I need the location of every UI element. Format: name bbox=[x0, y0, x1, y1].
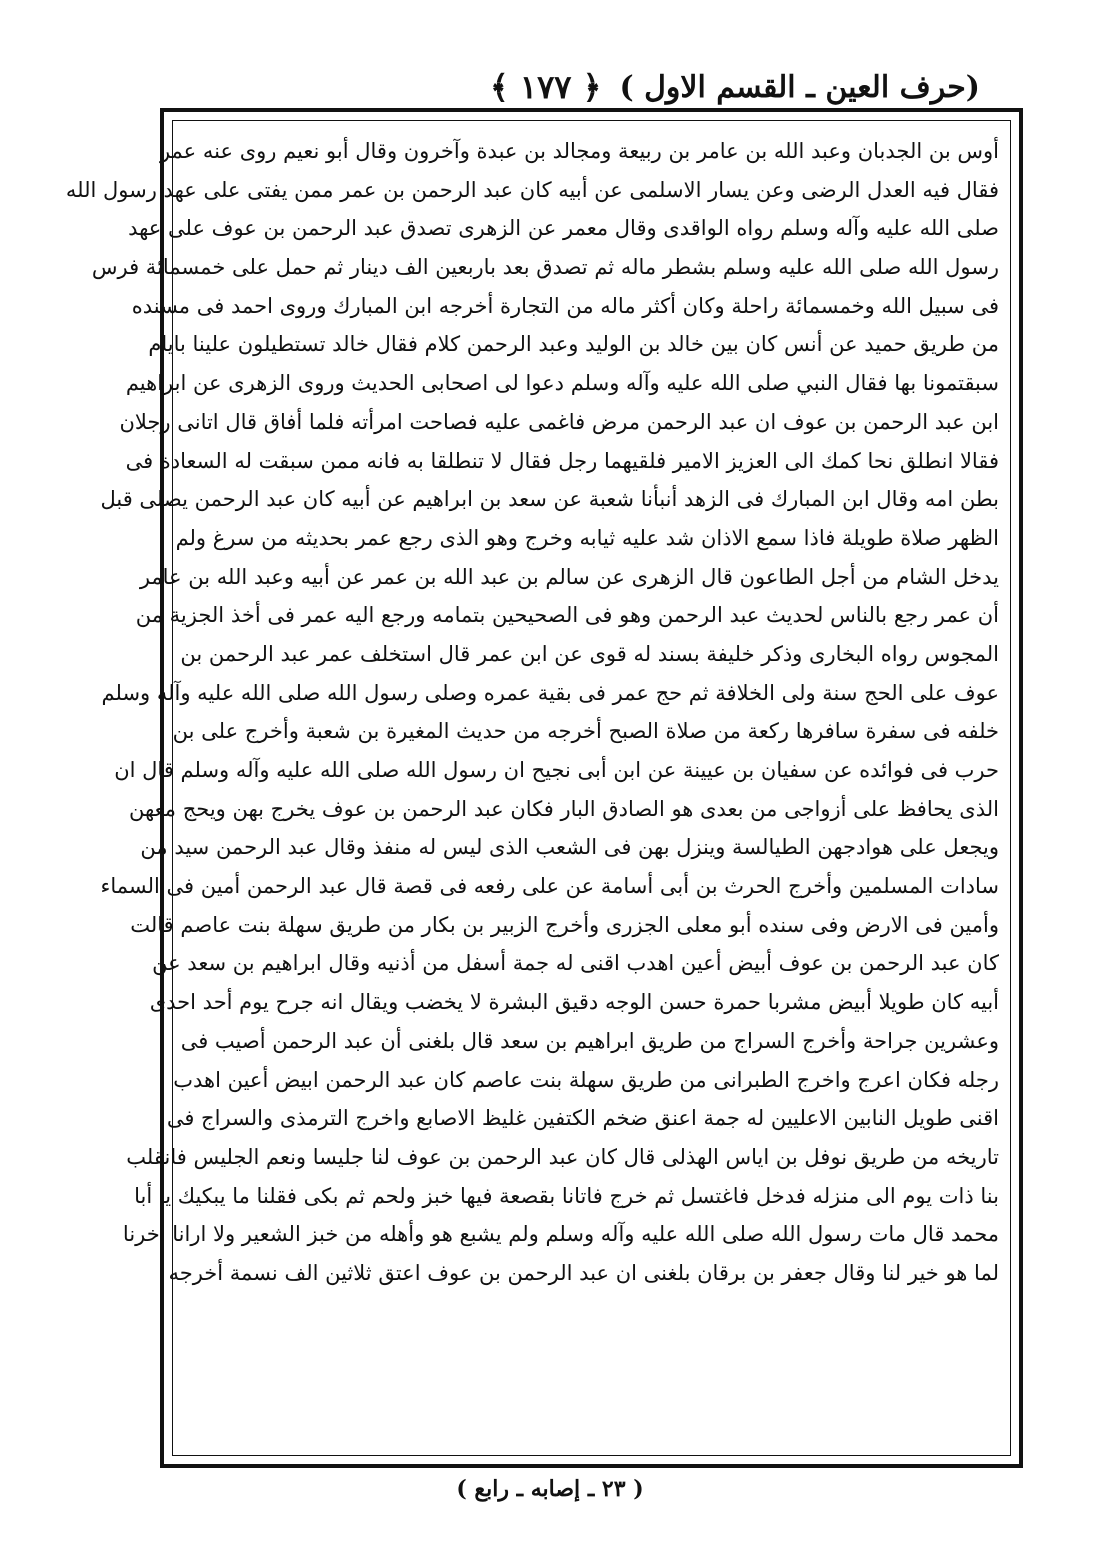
text-line: ابن عبد الرحمن بن عوف ان عبد الرحمن مرض فاغمى عليه فصاحت امرأته فلما أفاق قال اتانى رجلان bbox=[119, 409, 999, 434]
text-line: أبيه كان طويلا أبيض مشربا حمرة حسن الوجه دقيق البشرة لا يخضب ويقال انه جرح يوم أحد احدى bbox=[149, 990, 999, 1015]
text-line: أن عمر رجع بالناس لحديث عبد الرحمن وهو فى الصحيحين بتمامه ورجع اليه عمر فى أخذ الجزية من bbox=[135, 603, 999, 628]
text-line: سادات المسلمين وأخرج الحرث بن أبى أسامة عن على رفعه فى قصة قال عبد الرحمن أمين فى السماء bbox=[100, 874, 999, 899]
text-line: من طريق حميد عن أنس كان بين خالد بن الوليد وعبد الرحمن كلام فقال خالد تستطيلون علينا بايام bbox=[148, 332, 999, 357]
page-number: ﴿ ١٧٧ ﴾ bbox=[490, 68, 602, 106]
running-title: (حرف العين ـ القسم الاول ) bbox=[619, 70, 980, 105]
text-line: فقال فيه العدل الرضى وعن يسار الاسلمى عن أبيه كان عبد الرحمن بن عمر ممن يفتى على عهد رسول الله bbox=[65, 177, 999, 202]
text-line: وأمين فى الارض وفى سنده أبو معلى الجزرى وأخرج الزبير بن بكار من طريق سهلة بنت عاصم قالت bbox=[130, 912, 999, 937]
text-line: اقنى طويل النابين الاعليين له جمة اعنق ضخم الكتفين غليظ الاصابع واخرج الترمذى والسراج فى bbox=[166, 1106, 999, 1131]
text-line: رجله فكان اعرج واخرج الطبرانى من طريق سهلة بنت عاصم كان عبد الرحمن ابيض أعين اهدب bbox=[173, 1067, 999, 1092]
text-line: رسول الله صلى الله عليه وسلم بشطر ماله ثم تصدق بعد باربعين الف دينار ثم حمل على خمسمائة فرس bbox=[91, 255, 999, 280]
text-line: الذى يحافظ على أزواجى من بعدى هو الصادق البار فكان عبد الرحمن بن عوف يخرج بهن ويحج معهن bbox=[128, 796, 999, 821]
text-line: ويجعل على هوادجهن الطيالسة وينزل بهن فى الشعب الذى ليس له منفذ وقال عبد الرحمن سيد من bbox=[140, 835, 999, 860]
signature-mark: ( ٢٣ ـ إصابه ـ رابع ) bbox=[456, 1476, 644, 1502]
text-line: فى سبيل الله وخمسمائة راحلة وكان أكثر ماله من التجارة أخرجه ابن المبارك وروى احمد فى مسنده bbox=[131, 293, 999, 318]
text-line: سبقتمونا بها فقال النبي صلى الله عليه وآله وسلم دعوا لى اصحابى الحديث وروى الزهرى عن ابراهيم bbox=[125, 371, 999, 396]
main-text bbox=[65, 132, 999, 1293]
text-line: يدخل الشام من أجل الطاعون قال الزهرى عن سالم بن عبد الله بن عمر عن أبيه وعبد الله بن عامر bbox=[139, 564, 999, 589]
text-line: صلى الله عليه وآله وسلم رواه الواقدى وقال معمر عن الزهرى تصدق عبد الرحمن بن عوف على عهد bbox=[128, 216, 999, 241]
text-line: تاريخه من طريق نوفل بن اياس الهذلى قال كان عبد الرحمن بن عوف لنا جليسا ونعم الجليس فانقلب bbox=[126, 1144, 999, 1169]
text-line: كان عبد الرحمن بن عوف أبيض أعين اهدب اقنى له جمة أسفل من أذنيه وقال ابراهيم بن سعد عن bbox=[152, 951, 999, 976]
text-frame bbox=[65, 108, 1023, 1468]
text-line: المجوس رواه البخارى وذكر خليفة بسند له قوى عن ابن عمر قال استخلف عمر عبد الرحمن بن bbox=[180, 641, 999, 666]
text-line: الظهر صلاة طويلة فاذا سمع الاذان شد عليه ثيابه وخرج وهو الذى رجع عمر بحديثه من سرغ ولم bbox=[175, 525, 999, 550]
text-line: محمد قال مات رسول الله صلى الله عليه وآله وسلم ولم يشبع هو وأهله من خبز الشعير ولا ارانا اخرنا bbox=[122, 1222, 999, 1247]
text-line: أوس بن الجدبان وعبد الله بن عامر بن ربيعة ومجالد بن عبدة وآخرون وقال أبو نعيم روى عنه عمر bbox=[159, 139, 999, 163]
text-line: بنا ذات يوم الى منزله فدخل فاغتسل ثم خرج فاتانا بقصعة فيها خبز ولحم ثم بكى فقلنا ما يبكيك يا أبا bbox=[134, 1183, 999, 1208]
text-line: وعشرين جراحة وأخرج السراج من طريق ابراهيم بن سعد قال بلغنى أن عبد الرحمن أصيب فى bbox=[180, 1028, 999, 1053]
text-line: عوف على الحج سنة ولى الخلافة ثم حج عمر فى بقية عمره وصلى رسول الله صلى الله عليه وآله وسلم bbox=[101, 680, 999, 705]
text-line: حرب فى فوائده عن سفيان بن عيينة عن ابن أبى نجيح ان رسول الله صلى الله عليه وآله وسلم قال ان bbox=[114, 758, 999, 782]
text-line: بطن امه وقال ابن المبارك فى الزهد أنبأنا شعبة عن سعد بن ابراهيم عن أبيه كان عبد الرحمن يصلى قبل bbox=[100, 487, 999, 512]
text-line: فقالا انطلق نحا كمك الى العزيز الامير فلقيهما رجل فقال لا تنطلقا به فانه ممن سبقت له السعادة فى bbox=[125, 448, 999, 473]
text-line: خلفه فى سفرة سافرها ركعة من صلاة الصبح أخرجه من حديث المغيرة بن شعبة وأخرج على بن bbox=[172, 719, 999, 744]
text-line: لما هو خير لنا وقال جعفر بن برقان بلغنى ان عبد الرحمن بن عوف اعتق ثلاثين الف نسمة أخرجه bbox=[168, 1260, 999, 1285]
